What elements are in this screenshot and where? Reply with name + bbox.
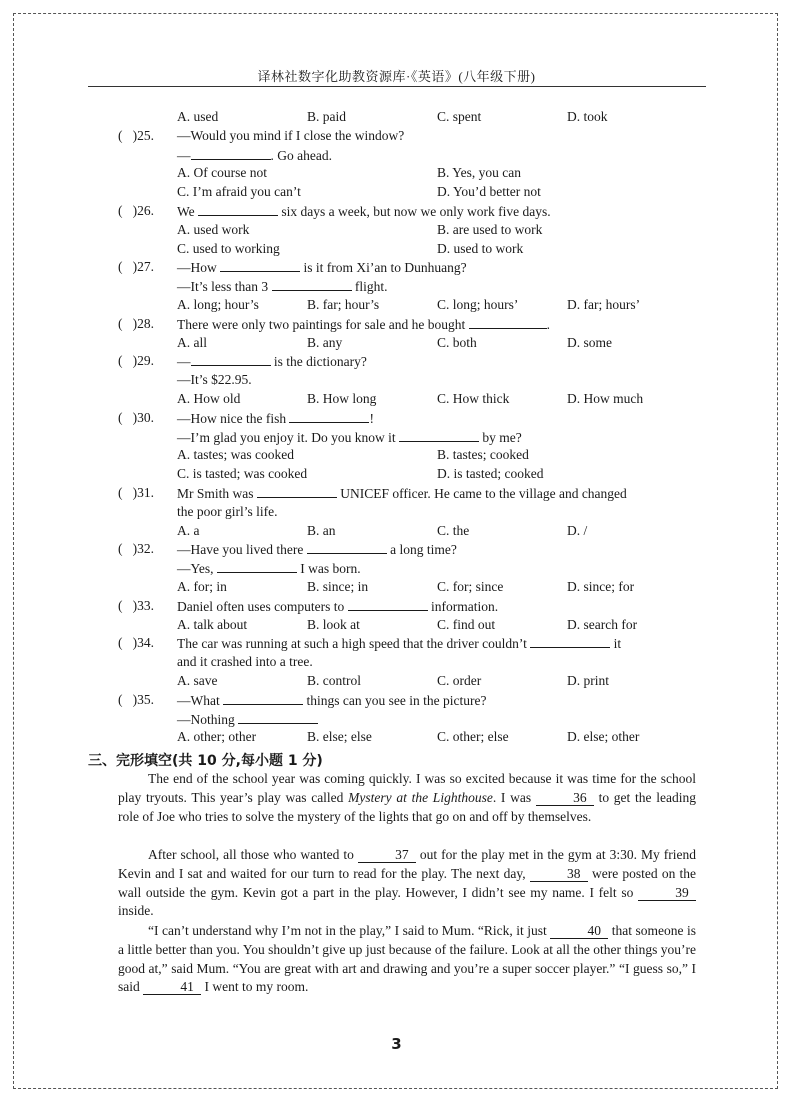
answer-blank[interactable] bbox=[257, 484, 337, 498]
option-c: C. How thick bbox=[437, 390, 510, 406]
answer-blank[interactable] bbox=[191, 352, 271, 366]
option-b: B. tastes; cooked bbox=[437, 447, 529, 463]
answer-blank[interactable] bbox=[223, 691, 303, 705]
options-row bbox=[88, 616, 708, 635]
option-a: A. used work bbox=[177, 221, 250, 237]
answer-blank[interactable] bbox=[238, 710, 318, 724]
question-35 bbox=[88, 691, 708, 710]
question-text: —Yes, I was born. bbox=[177, 561, 361, 577]
question-text: —I’m glad you enjoy it. Do you know it by me? bbox=[177, 429, 522, 445]
options-row bbox=[88, 522, 708, 541]
option-d: D. since; for bbox=[567, 578, 635, 594]
option-d: D. search for bbox=[567, 616, 638, 632]
option-d: D. / bbox=[567, 522, 588, 538]
option-a: A. a bbox=[177, 522, 200, 538]
options-row bbox=[88, 390, 708, 409]
option-a: A. Of course not bbox=[177, 165, 267, 181]
options-row bbox=[88, 465, 708, 484]
options-row bbox=[88, 240, 708, 259]
question-32 bbox=[88, 540, 708, 559]
question-text: the poor girl’s life. bbox=[177, 503, 278, 519]
option-b: B. far; hour’s bbox=[307, 296, 380, 312]
answer-bracket[interactable]: ( )26. bbox=[118, 202, 154, 218]
answer-bracket[interactable]: ( )29. bbox=[118, 353, 154, 369]
question-30 bbox=[88, 409, 708, 428]
question-line bbox=[88, 428, 708, 447]
option-b: B. control bbox=[307, 672, 361, 688]
options-row bbox=[88, 728, 708, 747]
question-31 bbox=[88, 484, 708, 503]
answer-bracket[interactable]: ( )31. bbox=[118, 484, 154, 500]
question-text: Daniel often uses computers to information. bbox=[177, 598, 499, 614]
options-row bbox=[88, 334, 708, 353]
option-d: D. some bbox=[567, 334, 612, 350]
option-d: D. print bbox=[567, 672, 609, 688]
option-b: B. any bbox=[307, 334, 343, 350]
question-text: — is the dictionary? bbox=[177, 354, 367, 370]
question-text: —Would you mind if I close the window? bbox=[177, 127, 405, 143]
option-b: B. else; else bbox=[307, 729, 372, 745]
answer-blank[interactable] bbox=[348, 597, 428, 611]
question-line bbox=[88, 277, 708, 296]
cloze-blank-37[interactable]: 37 bbox=[358, 847, 416, 863]
option-c: C. long; hours’ bbox=[437, 296, 519, 312]
question-text: —Have you lived there a long time? bbox=[177, 542, 457, 558]
question-27 bbox=[88, 258, 708, 277]
answer-bracket[interactable]: ( )35. bbox=[118, 691, 154, 707]
answer-blank[interactable] bbox=[198, 202, 278, 216]
answer-blank[interactable] bbox=[220, 258, 300, 272]
question-text: Mr Smith was UNICEF officer. He came to the village and changed bbox=[177, 485, 627, 501]
question-33 bbox=[88, 597, 708, 616]
option-b: B. look at bbox=[307, 616, 360, 632]
option-d: D. far; hours’ bbox=[567, 296, 641, 312]
q24-options bbox=[88, 108, 708, 127]
question-28 bbox=[88, 315, 708, 334]
question-line bbox=[88, 710, 708, 729]
option-c: C. both bbox=[437, 334, 477, 350]
option-c: C. the bbox=[437, 522, 470, 538]
option-a: A. used bbox=[177, 109, 219, 124]
option-b: B. since; in bbox=[307, 578, 369, 594]
answer-blank[interactable] bbox=[469, 315, 547, 329]
option-d: D. used to work bbox=[437, 240, 524, 256]
answer-blank[interactable] bbox=[217, 559, 297, 573]
options-row bbox=[88, 446, 708, 465]
option-c: C. order bbox=[437, 672, 482, 688]
option-c: C. other; else bbox=[437, 729, 509, 745]
option-a: A. long; hour’s bbox=[177, 296, 259, 312]
option-a: A. other; other bbox=[177, 729, 257, 745]
option-d: D. You’d better not bbox=[437, 184, 541, 200]
option-c: C. I’m afraid you can’t bbox=[177, 184, 301, 200]
question-text: —How nice the fish ! bbox=[177, 410, 374, 426]
options-row bbox=[88, 296, 708, 315]
answer-bracket[interactable]: ( )32. bbox=[118, 541, 154, 557]
option-b: B. an bbox=[307, 522, 336, 538]
cloze-blank-38[interactable]: 38 bbox=[530, 866, 588, 882]
page-header: 译林社数字化助教资源库·《英语》(八年级下册) bbox=[257, 69, 536, 84]
question-text: —How is it from Xi’an to Dunhuang? bbox=[177, 260, 467, 276]
question-text: The car was running at such a high speed that the driver couldn’t it bbox=[177, 636, 622, 652]
answer-bracket[interactable]: ( )34. bbox=[118, 635, 154, 651]
option-d: D. How much bbox=[567, 390, 644, 406]
answer-bracket[interactable]: ( )33. bbox=[118, 597, 154, 613]
passage-paragraph-3: “I can’t understand why I’m not in the play,” I said to Mum. “Rick, it just 40 that someone is a little better than you. You shouldn’t give up just because of the failure. Look at all the other things you’re good at,” said Mum. “You are great with art and drawing and you’re a super soccer player.” “I guess so,” I said 41 I went to my room. bbox=[118, 923, 696, 995]
cloze-blank-40[interactable]: 40 bbox=[550, 923, 608, 939]
question-text: We six days a week, but now we only work five days. bbox=[177, 203, 551, 219]
option-a: A. for; in bbox=[177, 578, 227, 594]
option-a: A. all bbox=[177, 334, 207, 350]
section-title: 三、完形填空(共 10 分,每小题 1 分) bbox=[88, 753, 323, 769]
options-row bbox=[88, 164, 708, 183]
options-row bbox=[88, 221, 708, 240]
passage-paragraph-1: The end of the school year was coming quickly. I was so excited because it was time for the school play tryouts. This year’s play was called Mystery at the Lighthouse. I was 36 to get the leading role of Joe who tries to solve the mystery of the lights that go on and off by themselves. bbox=[118, 771, 696, 824]
option-d: D. took bbox=[567, 109, 608, 124]
cloze-blank-39[interactable]: 39 bbox=[638, 885, 696, 901]
question-line bbox=[88, 371, 708, 390]
options-row bbox=[88, 578, 708, 597]
option-c: C. spent bbox=[437, 109, 482, 124]
passage-paragraph-2: After school, all those who wanted to 37 out for the play met in the gym at 3:30. My friend Kevin and I sat and waited for our turn to read for the play. The next day, 38 were posted on the wall outside the gym. Kevin got a part in the play. However, I didn’t see my name. I felt so 39 inside. bbox=[118, 847, 697, 919]
option-b: B. Yes, you can bbox=[437, 165, 522, 181]
answer-blank[interactable] bbox=[289, 409, 369, 423]
question-text: —It’s $22.95. bbox=[177, 372, 252, 388]
options-row bbox=[88, 672, 708, 691]
answer-bracket[interactable]: ( )28. bbox=[118, 315, 154, 331]
answer-bracket[interactable]: ( )25. bbox=[118, 127, 154, 143]
page-number: 3 bbox=[391, 1035, 402, 1053]
option-a: A. tastes; was cooked bbox=[177, 447, 294, 463]
cloze-blank-41[interactable]: 41 bbox=[143, 979, 201, 995]
question-text: — . Go ahead. bbox=[177, 147, 332, 163]
question-line bbox=[88, 559, 708, 578]
answer-bracket[interactable]: ( )30. bbox=[118, 409, 154, 425]
answer-blank[interactable] bbox=[272, 277, 352, 291]
options-row bbox=[88, 183, 708, 202]
questions-area bbox=[88, 108, 708, 747]
question-34 bbox=[88, 634, 708, 653]
option-a: A. save bbox=[177, 672, 218, 688]
question-line bbox=[88, 146, 708, 165]
question-text: —What things can you see in the picture? bbox=[177, 692, 487, 708]
option-b: B. How long bbox=[307, 390, 377, 406]
question-26 bbox=[88, 202, 708, 221]
option-b: B. paid bbox=[307, 109, 346, 124]
option-d: D. is tasted; cooked bbox=[437, 466, 544, 482]
option-c: C. used to working bbox=[177, 240, 280, 256]
question-25 bbox=[88, 127, 708, 146]
option-d: D. else; other bbox=[567, 729, 640, 745]
option-b: B. are used to work bbox=[437, 221, 543, 237]
question-29 bbox=[88, 352, 708, 371]
question-text: There were only two paintings for sale and he bought . bbox=[177, 316, 551, 332]
header-rule bbox=[88, 86, 706, 87]
option-c: C. find out bbox=[437, 616, 496, 632]
answer-bracket[interactable]: ( )27. bbox=[118, 259, 154, 275]
question-line bbox=[88, 503, 708, 522]
answer-blank[interactable] bbox=[191, 146, 271, 160]
question-text: —It’s less than 3 flight. bbox=[177, 279, 388, 295]
question-text: and it crashed into a tree. bbox=[177, 654, 313, 670]
question-text: —Nothing bbox=[177, 710, 318, 730]
option-a: A. talk about bbox=[177, 616, 248, 632]
answer-blank[interactable] bbox=[399, 428, 479, 442]
answer-blank[interactable] bbox=[307, 540, 387, 554]
option-a: A. How old bbox=[177, 390, 241, 406]
option-c: C. is tasted; was cooked bbox=[177, 466, 308, 482]
answer-blank[interactable] bbox=[530, 634, 610, 648]
option-c: C. for; since bbox=[437, 578, 504, 594]
cloze-blank-36[interactable]: 36 bbox=[536, 790, 594, 806]
question-line bbox=[88, 653, 708, 672]
